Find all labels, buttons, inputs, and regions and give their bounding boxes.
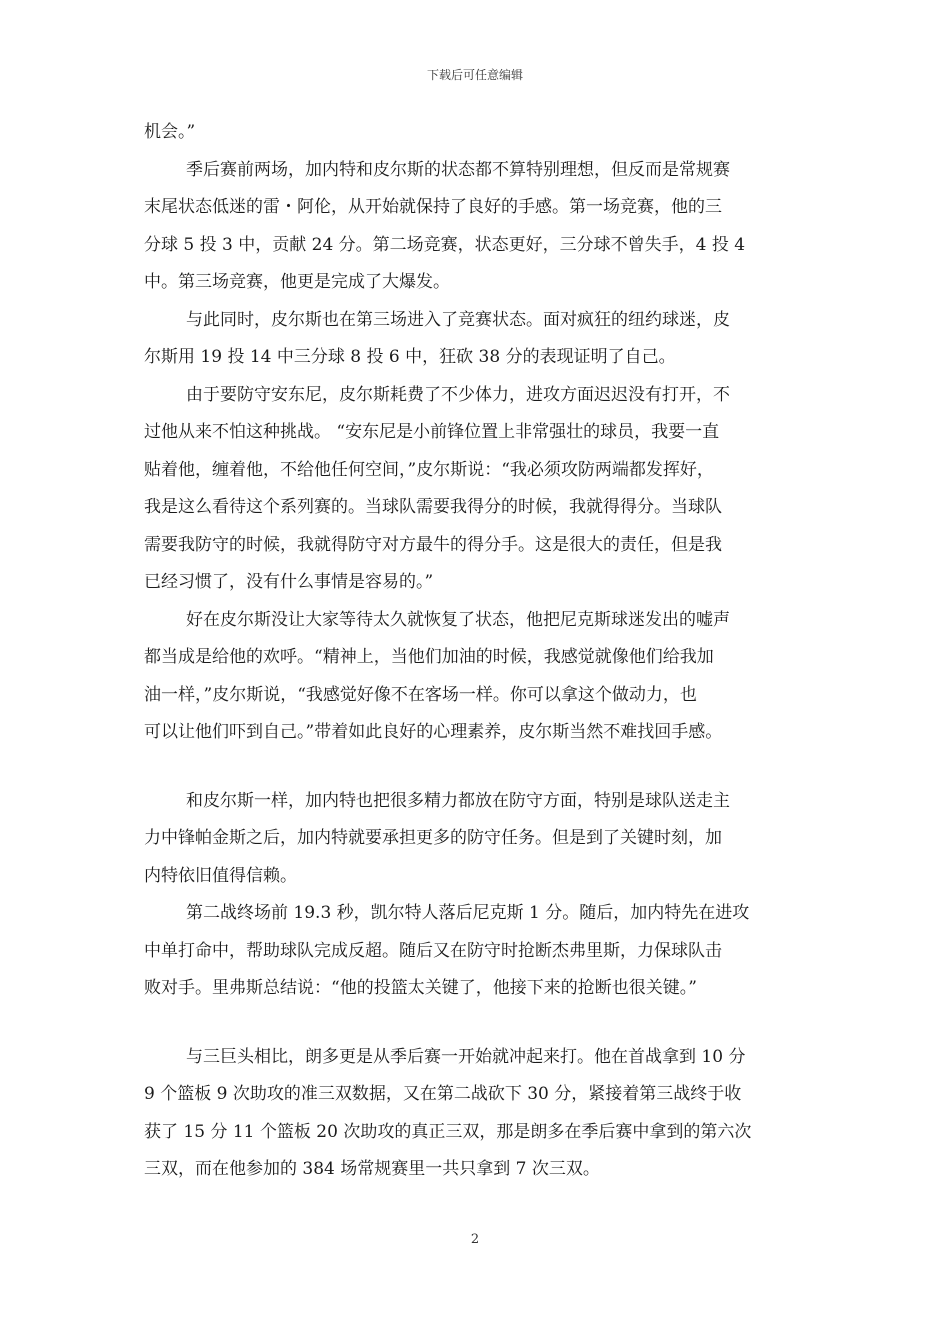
document-body [144,114,812,1189]
text-line: 与此同时，皮尔斯也在第三场进入了竞赛状态。面对疯狂的纽约球迷，皮 [186,309,730,330]
text-line: 好在皮尔斯没让大家等待太久就恢复了状态，他把尼克斯球迷发出的嘘声 [186,609,730,630]
text-line: 贴着他，缠着他，不给他任何空间，”皮尔斯说：“我必须攻防两端都发挥好， [144,459,714,480]
text-line: 过他从来不怕这种挑战。 “安东尼是小前锋位置上非常强壮的球员，我要一直 [144,422,720,442]
paragraph-gap [144,1008,812,1039]
text-line: 获了 15 分 11 个篮板 20 次助攻的真正三双，那是朗多在季后赛中拿到的第六次 [144,1121,752,1142]
text-line: 机会。” [144,122,196,142]
text-line: 分球 5 投 3 中，贡献 24 分。第二场竞赛，状态更好，三分球不曾失手，4 投 4 [144,234,746,255]
text-line: 可以让他们吓到自己。”带着如此良好的心理素养，皮尔斯当然不难找回手感。 [144,722,723,742]
text-line: 败对手。里弗斯总结说：“他的投篮太关键了，他接下来的抢断也很关键。” [144,978,697,998]
text-line: 末尾状态低迷的雷・阿伦，从开始就保持了良好的手感。第一场竞赛，他的三 [144,197,722,217]
page-header: 下载后可任意编辑 [426,68,523,82]
text-line: 内特依旧值得信赖。 [144,865,297,886]
text-line: 力中锋帕金斯之后，加内特就要承担更多的防守任务。但是到了关键时刻，加 [144,828,722,848]
text-line: 季后赛前两场，加内特和皮尔斯的状态都不算特别理想，但反而是常规赛 [186,159,730,180]
text-line: 尔斯用 19 投 14 中三分球 8 投 6 中，狂砍 38 分的表现证明了自己。 [144,347,676,367]
text-line: 我是这么看待这个系列赛的。当球队需要我得分的时候，我就得得分。当球队 [144,497,722,517]
paragraph-gap [144,752,812,783]
text-line: 都当成是给他的欢呼。“精神上，当他们加油的时候，我感觉就像他们给我加 [144,647,714,667]
text-line: 已经习惯了，没有什么事情是容易的。” [144,572,434,592]
text-line: 和皮尔斯一样，加内特也把很多精力都放在防守方面，特别是球队送走主 [186,790,730,811]
text-line: 由于要防守安东尼，皮尔斯耗费了不少体力，进攻方面迟迟没有打开，不 [186,384,730,405]
text-line: 中单打命中，帮助球队完成反超。随后又在防守时抢断杰弗里斯，力保球队击 [144,940,722,961]
page-number: 2 [470,1232,480,1247]
text-line: 与三巨头相比，朗多更是从季后赛一开始就冲起来打。他在首战拿到 10 分 [186,1046,746,1067]
text-line: 三双，而在他参加的 384 场常规赛里一共只拿到 7 次三双。 [144,1159,600,1179]
text-line: 油一样，”皮尔斯说，“我感觉好像不在客场一样。你可以拿这个做动力，也 [144,684,697,705]
text-line: 需要我防守的时候，我就得防守对方最牛的得分手。这是很大的责任，但是我 [144,534,722,555]
text-line: 9 个篮板 9 次助攻的准三双数据，又在第二战砍下 30 分，紧接着第三战终于收 [144,1084,742,1104]
text-line: 中。第三场竞赛，他更是完成了大爆发。 [144,272,450,292]
text-line: 第二战终场前 19.3 秒，凯尔特人落后尼克斯 1 分。随后，加内特先在进攻 [186,903,750,923]
